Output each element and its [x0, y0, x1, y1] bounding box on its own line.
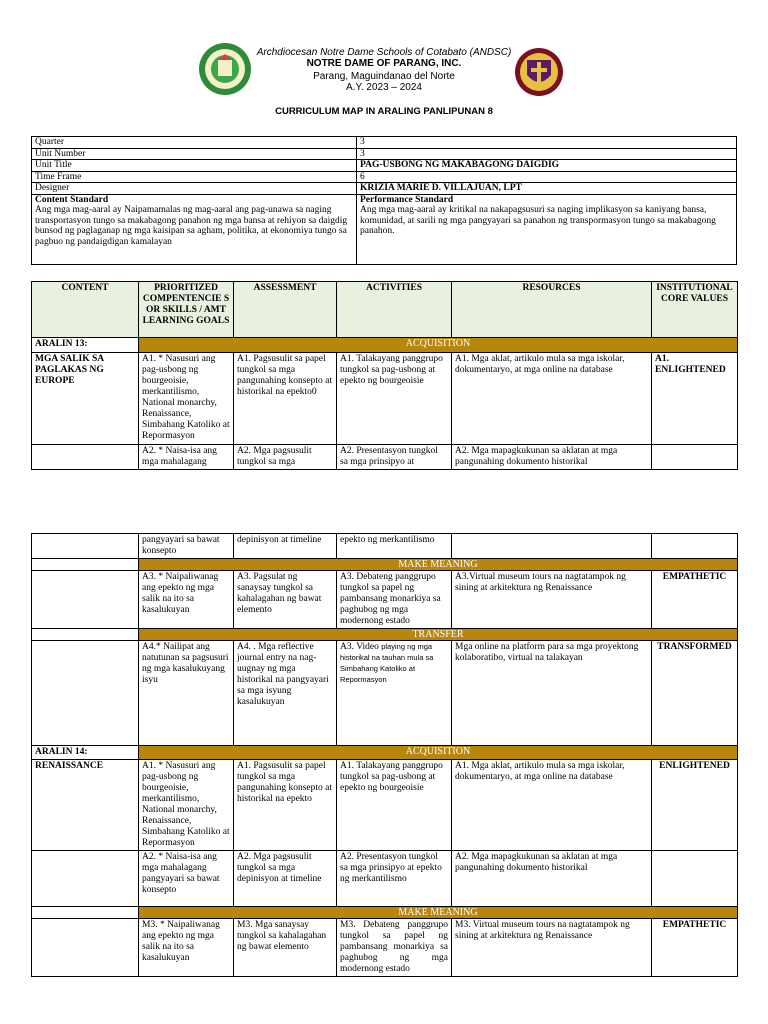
- school-address: Parang, Maguindanao del Norte: [313, 71, 455, 82]
- assessment-cell: M3. Mga sanaysay tungkol sa kahalagahan ng bawat elemento: [234, 919, 337, 977]
- assessment-cell: A4. . Mga reflective journal entry na nag-uugnay ng mga historikal na pangyayari sa mga isyung kasalukuyan: [234, 641, 337, 746]
- core-value-cell-empty: [652, 534, 738, 559]
- activity-cell: M3. Debateng panggrupo tungkol sa papel ng pambansang monarkiya sa paghubog ng mga modernong estado: [337, 919, 452, 977]
- resource-cell: M3. Virtual museum tours na nagtatampok ng sining at arkitektura ng Renaissance: [452, 919, 652, 977]
- time-frame-label: Time Frame: [32, 171, 357, 183]
- quarter-value: 3: [357, 137, 737, 149]
- content-standard-cell: [32, 194, 357, 264]
- activity-cell: A2. Presentasyon tungkol sa mga prinsipyo at: [337, 445, 452, 470]
- col-activities: ACTIVITIES: [337, 282, 452, 338]
- competency-cell: pangyayari sa bawat konsepto: [139, 534, 234, 559]
- activity-cell: A3. Debateng panggrupo tungkol sa papel ng pambansang monarkiya sa paghubog ng mga modernong estado: [337, 571, 452, 629]
- make-meaning-band: MAKE MEANING: [139, 907, 738, 919]
- assessment-cell: A3. Pagsulat ng sanaysay tungkol sa kahalagahan ng bawat elemento: [234, 571, 337, 629]
- assessment-cell: A2. Mga pagsusulit tungkol sa mga: [234, 445, 337, 470]
- competency-cell: A1. * Nasusuri ang pag-usbong ng bourgeoisie, merkantilismo, National monarchy, Renaissance, Simbahang Katoliko at Repormasyon: [139, 353, 234, 445]
- content-cell-empty: [32, 571, 139, 629]
- activity-text-small: playing ng mga historikal na tauhan mula sa Simbahang Katoliko at Repormasyon: [340, 642, 434, 684]
- aralin-13-label: ARALIN 13:: [32, 338, 139, 353]
- page-title: CURRICULUM MAP IN ARALING PANLIPUNAN 8: [275, 106, 493, 117]
- curriculum-table-part-1: [31, 281, 738, 470]
- archdiocese-name: Archdiocesan Notre Dame Schools of Cotabato (ANDSC): [256, 47, 512, 58]
- content-cell-empty: [32, 629, 139, 641]
- resource-cell: A3.Virtual museum tours na nagtatampok ng sining at arkitektura ng Renaissance: [452, 571, 652, 629]
- aralin-13-title: MGA SALIK SA PAGLAKAS NG EUROPE: [32, 353, 139, 445]
- competency-cell: A4.* Nailipat ang natutunan sa pagsusuri ng mga kasalukuyang isyu: [139, 641, 234, 746]
- core-value-cell: TRANSFORMED: [652, 641, 738, 746]
- content-cell-empty: [32, 559, 139, 571]
- time-frame-value: 6: [357, 171, 737, 183]
- resource-cell: A2. Mga mapagkukunan sa aklatan at mga pangunahing dokumento historikal: [452, 851, 652, 907]
- content-cell-empty: [32, 534, 139, 559]
- content-cell-empty: [32, 641, 139, 746]
- content-cell-empty: [32, 445, 139, 470]
- activity-cell: [337, 641, 452, 746]
- col-resources: RESOURCES: [452, 282, 652, 338]
- make-meaning-band: MAKE MEANING: [139, 559, 738, 571]
- resource-cell-empty: [452, 534, 652, 559]
- acquisition-band: ACQUISITION: [139, 338, 738, 353]
- transfer-band: TRANSFER: [139, 629, 738, 641]
- activity-cell: A2. Presentasyon tungkol sa mga prinsipyo at epekto ng merkantilismo: [337, 851, 452, 907]
- school-name: NOTRE DAME OF PARANG, INC.: [306, 58, 462, 69]
- curriculum-table-part-2: [31, 533, 738, 977]
- assessment-cell: A1. Pagsusulit sa papel tungkol sa mga pangunahing konsepto at historikal na epekto0: [234, 353, 337, 445]
- core-value-cell: ENLIGHTENED: [652, 760, 738, 851]
- assessment-cell: A1. Pagsusulit sa papel tungkol sa mga pangunahing konsepto at historikal na epekto: [234, 760, 337, 851]
- competency-cell: M3. * Naipaliwanag ang epekto ng mga salik na ito sa kasalukuyan: [139, 919, 234, 977]
- resource-cell: Mga online na platform para sa mga proyektong kolaboratibo, virtual na talakayan: [452, 641, 652, 746]
- core-value-cell-empty: [652, 445, 738, 470]
- resource-cell: A1. Mga aklat, artikulo mula sa mga iskolar, dokumentaryo, at mga online na database: [452, 760, 652, 851]
- unit-number-label: Unit Number: [32, 148, 357, 160]
- resource-cell: A1. Mga aklat, artikulo mula sa mga iskolar, dokumentaryo, at mga online na database: [452, 353, 652, 445]
- competency-cell: A3. * Naipaliwanag ang epekto ng mga salik na ito sa kasalukuyan: [139, 571, 234, 629]
- unit-info-table: [31, 136, 737, 265]
- core-value-cell-empty: [652, 851, 738, 907]
- academic-year: A.Y. 2023 – 2024: [346, 82, 422, 93]
- activity-cell: epekto ng merkantilismo: [337, 534, 452, 559]
- resource-cell: A2. Mga mapagkukunan sa aklatan at mga pangunahing dokumento historikal: [452, 445, 652, 470]
- content-cell-empty: [32, 851, 139, 907]
- col-content: CONTENT: [32, 282, 139, 338]
- assessment-cell: depinisyon at timeline: [234, 534, 337, 559]
- performance-standard-text: Ang mga mag-aaral ay kritikal na nakapagsusuri sa naging implikasyon sa kaniyang bansa, komunidad, at sarili ng mga pangyayari sa panahon ng transpormasyon tungo sa makabagong panahon.: [360, 205, 716, 236]
- unit-title-value: PAG-USBONG NG MAKABAGONG DAIGDIG: [357, 160, 737, 172]
- designer-value: KRIZIA MARIE D. VILLAJUAN, LPT: [357, 183, 737, 195]
- content-cell-empty: [32, 919, 139, 977]
- content-cell-empty: [32, 907, 139, 919]
- performance-standard-cell: [357, 194, 737, 264]
- acquisition-band: ACQUISITION: [139, 746, 738, 760]
- col-assessment: ASSESSMENT: [234, 282, 337, 338]
- core-value-cell: EMPATHETIC: [652, 571, 738, 629]
- unit-title-label: Unit Title: [32, 160, 357, 172]
- competency-cell: A2. * Naisa-isa ang mga mahalagang pangyayari sa bawat konsepto: [139, 851, 234, 907]
- unit-number-value: 3: [357, 148, 737, 160]
- performance-standard-label: Performance Standard: [360, 194, 454, 205]
- core-value-cell: A1. ENLIGHTENED: [652, 353, 738, 445]
- competency-cell: A1. * Nasusuri ang pag-usbong ng bourgeoisie, merkantilismo, National monarchy, Renaissance, Simbahang Katoliko at Repormasyon: [139, 760, 234, 851]
- activity-cell: A1. Talakayang panggrupo tungkol sa pag-usbong at epekto ng bourgeoisie: [337, 353, 452, 445]
- assessment-cell: A2. Mga pagsusulit tungkol sa mga depinisyon at timeline: [234, 851, 337, 907]
- content-standard-text: Ang mga mag-aaral ay Naipamamalas ng mag-aaral ang pag-unawa sa naging transportasyon tungo sa makabagong panahon ng mga bansa at rehiyon sa daigdig bunsod ng paglaganap ng mga kaisipan sa agham, politika, at ekonomiya tungo sa pagbuo ng pandaigdigan kamalayan: [35, 205, 348, 247]
- competency-cell: A2. * Naisa-isa ang mga mahalagang: [139, 445, 234, 470]
- core-value-cell: EMPATHETIC: [652, 919, 738, 977]
- aralin-14-title: RENAISSANCE: [32, 760, 139, 851]
- designer-label: Designer: [32, 183, 357, 195]
- col-competencies: PRIORITIZED COMPENTENCIE S OR SKILLS / AMT LEARNING GOALS: [139, 282, 234, 338]
- aralin-14-label: ARALIN 14:: [32, 746, 139, 760]
- col-core-values: INSTITUTIONAL CORE VALUES: [652, 282, 738, 338]
- content-standard-label: Content Standard: [35, 194, 109, 205]
- quarter-label: Quarter: [32, 137, 357, 149]
- activity-text: A3. Video: [340, 642, 379, 652]
- activity-cell: A1. Talakayang panggrupo tungkol sa pag-usbong at epekto ng bourgeoisie: [337, 760, 452, 851]
